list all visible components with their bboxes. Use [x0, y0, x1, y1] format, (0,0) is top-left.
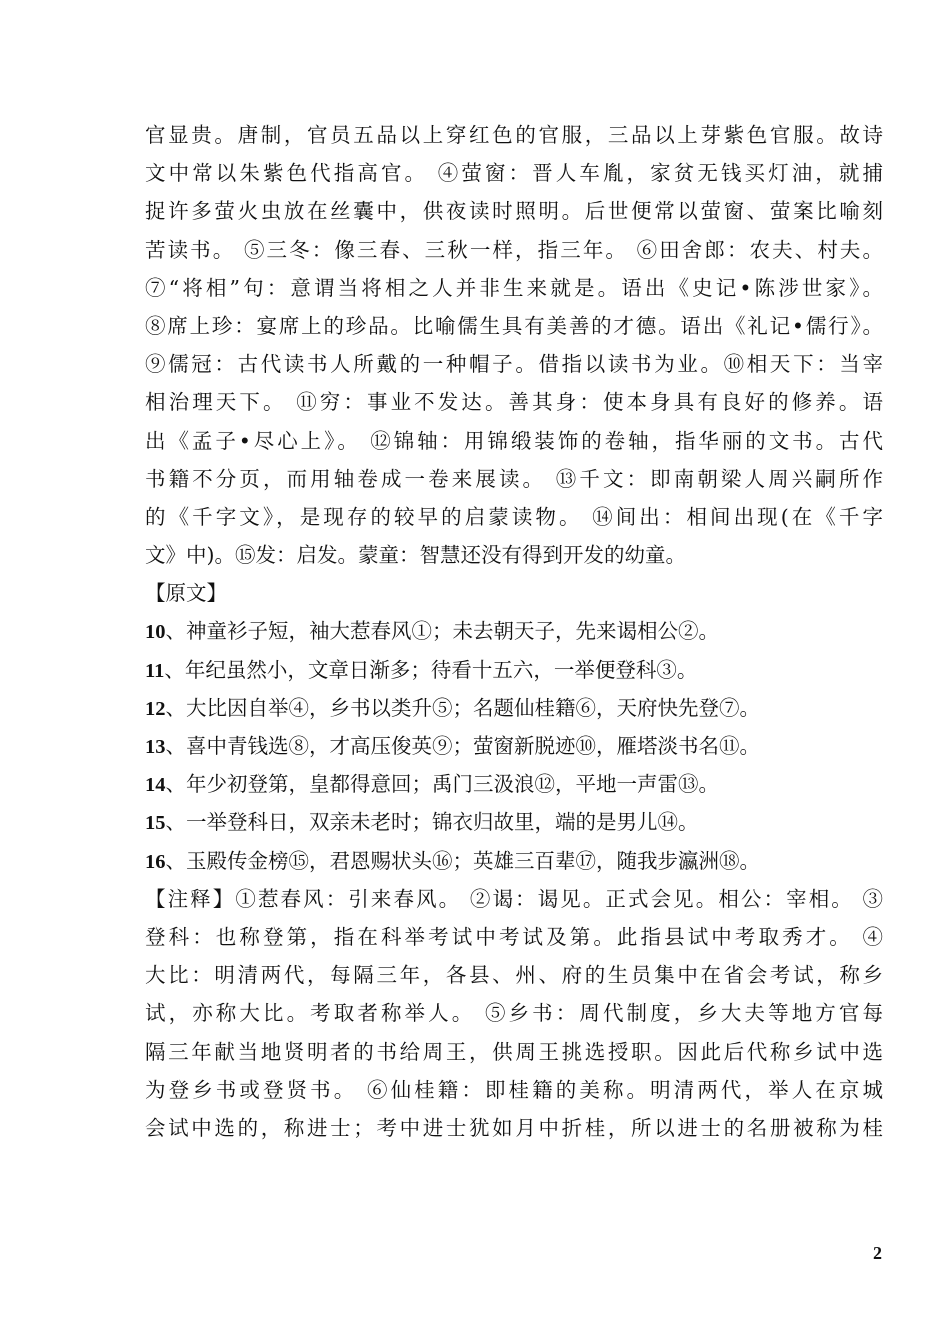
page-number: 2 [873, 1243, 882, 1263]
verse-text: 、一举登科日，双亲未老时；锦衣归故里，端的是男儿⑭。 [165, 810, 699, 835]
verse-number: 14 [145, 774, 166, 797]
notes-line: 隔三年献当地贤明者的书给周王，供周王挑选授职。因此后代称乡试中选 [145, 1039, 883, 1064]
verse-text: 、年纪虽然小，文章日渐多；待看十五六，一举便登科③。 [164, 657, 698, 682]
verse-line [145, 651, 883, 689]
notes-line: 苦读书。 ⑤三冬：像三春、三秋一样，指三年。 ⑥田舍郎：农夫、村夫。 [145, 237, 883, 262]
verse-text: 、大比因自举④，乡书以类升⑤；名题仙桂籍⑥，天府快先登⑦。 [165, 695, 760, 720]
verse-number: 10 [145, 621, 166, 644]
verse-line [145, 842, 883, 880]
verse-line [145, 727, 883, 765]
verse-number: 13 [145, 736, 166, 758]
verse-number: 16 [145, 850, 166, 873]
notes-line: ⑧席上珍：宴席上的珍品。比喻儒生具有美善的才德。语出《礼记•儒行》。 [145, 313, 883, 338]
verse-text: 、玉殿传金榜⑮，君恩赐状头⑯；英雄三百辈⑰，随我步瀛洲⑱。 [165, 848, 760, 873]
notes-line: 【注释】①惹春风：引来春风。 ②谒：谒见。正式会见。相公：宰相。 ③ [145, 886, 883, 911]
verse-line [145, 765, 883, 803]
notes-line: 大比：明清两代，每隔三年，各县、州、府的生员集中在省会考试，称乡 [145, 963, 883, 988]
notes-line: 登科：也称登第，指在科举考试中考试及第。此指县试中考取秀才。 ④ [145, 924, 883, 949]
notes-line: 文》中)。⑮发：启发。蒙童：智慧还没有得到开发的幼童。 [145, 543, 686, 568]
notes-line: 会试中选的，称进士；考中进士犹如月中折桂，所以进士的名册被称为桂 [145, 1115, 883, 1140]
notes-continued [145, 116, 883, 574]
verse-list [145, 612, 883, 879]
notes-line: 文中常以朱紫色代指高官。 ④萤窗：晋人车胤，家贫无钱买灯油，就捕 [145, 161, 883, 186]
verse-number: 12 [145, 697, 166, 720]
verse-text: 、神童衫子短，袖大惹春风①；未去朝天子，先来谒相公②。 [165, 619, 719, 644]
verse-text: 、喜中青钱选⑧，才高压俊英⑨；萤窗新脱迹⑩，雁塔淡书名⑪。 [165, 734, 760, 758]
verse-line [145, 803, 883, 841]
verse-text: 、年少初登第，皇都得意回；禹门三汲浪⑫，平地一声雷⑬。 [165, 772, 719, 797]
notes-line: 官显贵。唐制，官员五品以上穿红色的官服，三品以上芽紫色官服。故诗 [145, 123, 883, 147]
notes-line: 试，亦称大比。考取者称举人。 ⑤乡书：周代制度，乡大夫等地方官每 [145, 1001, 883, 1026]
verse-number: 11 [145, 659, 165, 682]
notes-line: ⑨儒冠：古代读书人所戴的一种帽子。借指以读书为业。⑩相天下：当宰 [145, 352, 883, 377]
notes-line: 为登乡书或登贤书。 ⑥仙桂籍：即桂籍的美称。明清两代，举人在京城 [145, 1077, 883, 1102]
section-heading: 【原文】 [145, 581, 227, 606]
notes-line: 的《千字文》，是现存的较早的启蒙读物。 ⑭间出：相间出现(在《千字 [145, 504, 883, 529]
document-body [145, 116, 883, 1147]
notes-line: 捉许多萤火虫放在丝囊中，供夜读时照明。后世便常以萤窗、萤案比喻刻 [145, 199, 883, 224]
notes-line: 出《孟子•尽心上》。 ⑫锦轴：用锦缎装饰的卷轴，指华丽的文书。古代 [145, 428, 883, 453]
verse-line [145, 689, 883, 727]
annotation-notes [145, 880, 883, 1147]
verse-line [145, 612, 883, 650]
notes-line: 相治理天下。 ⑪穷：事业不发达。善其身：使本身具有良好的修养。语 [145, 390, 883, 415]
notes-line: ⑦“将相”句：意谓当将相之人并非生来就是。语出《史记•陈涉世家》。 [145, 275, 883, 300]
verse-number: 15 [145, 812, 166, 835]
notes-line: 书籍不分页，而用轴卷成一卷来展读。 ⑬千文：即南朝梁人周兴嗣所作 [145, 466, 883, 491]
